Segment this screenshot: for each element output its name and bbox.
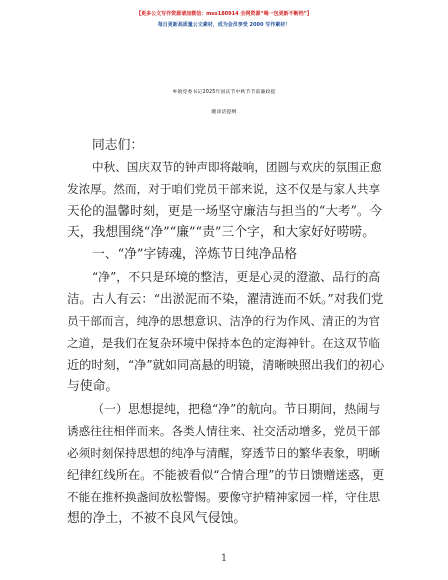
paragraph-3-line-2: 诱惑往往相伴而来。各类人情往来、社交活动增多，党员干部 bbox=[67, 424, 381, 438]
paragraph-2-line-4: 之道，是我们在复杂环境中保持本色的定海神针。在这双节临 bbox=[67, 336, 381, 350]
paragraph-3-line-3: 必须时刻保持思想的纯净与清醒，穿透节日的繁华表象，明晰 bbox=[67, 446, 381, 460]
paragraph-2-line-2: 洁。古人有云：“出淤泥而不染，濯清涟而不妖。”对我们党 bbox=[67, 291, 384, 306]
paragraph-1-line-4: 天，我想围绕“净”“廉”“责”三个字，和大家好好唠唠。 bbox=[67, 225, 375, 240]
page-number: 1 bbox=[220, 553, 228, 564]
paragraph-1-line-1: 中秋、国庆双节的钟声即将敲响，团圆与欢庆的氛围正愈 bbox=[92, 160, 382, 174]
promo-banner-line-2: 每日更新高质量公文素材，成为会员享受 2000 写作素材！ bbox=[157, 22, 291, 28]
document-title-line-1: 乡镇党委书记2025年国庆节中秋节节前廉政提 bbox=[172, 90, 276, 95]
promo-banner-line-1: 【更多公文写作资源请加微信：mso180914 全网资源“喝一包更新不断档”】 bbox=[136, 11, 312, 17]
paragraph-3-line-4: 纪律红线所在。不能被看似“合情合理”的节日馈赠迷惑，更 bbox=[67, 468, 385, 482]
paragraph-3-line-1: （一）思想提纯，把稳“净”的航向。节日期间，热闹与 bbox=[92, 402, 381, 416]
document-title-line-2: 醒谈话提纲 bbox=[211, 110, 237, 115]
section-1-heading: 一、“净”字铸魂，淬炼节日纯净品格 bbox=[92, 247, 298, 262]
paragraph-2-line-1: “净”，不只是环境的整洁，更是心灵的澄澈、品行的高 bbox=[92, 270, 381, 284]
paragraph-2-line-3: 员干部而言，纯净的思想意识、洁净的行为作风、清正的为官 bbox=[67, 314, 381, 328]
paragraph-2-line-6: 与使命。 bbox=[67, 379, 119, 394]
salutation: 同志们： bbox=[92, 138, 144, 153]
paragraph-2-line-5: 近的时刻，“净”就如同高悬的明镜，清晰映照出我们的初心 bbox=[67, 358, 385, 372]
paragraph-3-line-6: 想的净土，不被不良风气侵蚀。 bbox=[67, 511, 247, 526]
paragraph-3-line-5: 不能在推杯换盏间放松警惕。要像守护精神家园一样，守住思 bbox=[67, 490, 381, 504]
paragraph-1-line-2: 发浓厚。然而，对于咱们党员干部来说，这不仅是与家人共享 bbox=[67, 182, 381, 196]
paragraph-1-line-3: 天伦的温馨时刻，更是一场坚守廉洁与担当的“大考”。今 bbox=[67, 203, 383, 218]
